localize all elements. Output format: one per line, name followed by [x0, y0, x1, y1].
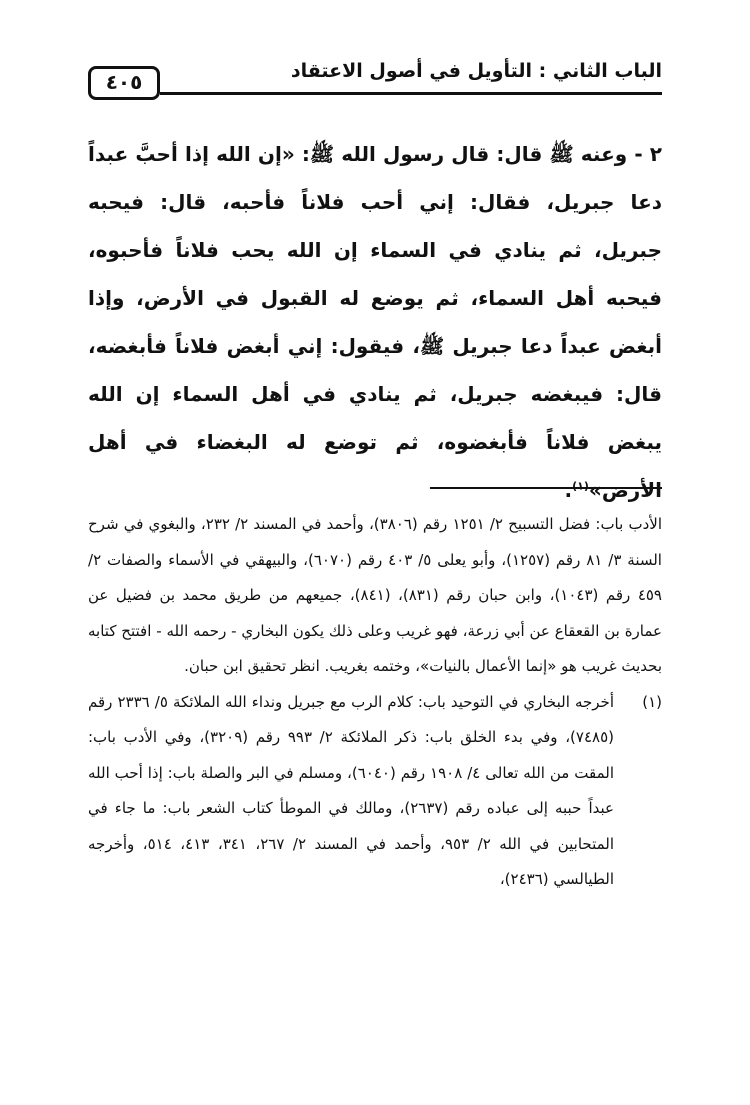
page-number: ٤٠٥ [88, 66, 160, 100]
header-rule [160, 92, 662, 95]
footnotes-section [88, 507, 662, 898]
footnote-separator [430, 487, 662, 489]
hadith-body: ٢ - وعنه ﷺ قال: قال رسول الله ﷺ: «إن الله إذا أحبَّ عبداً دعا جبريل، فقال: إني أحب فلاناً فأحبه، قال: فيحبه جبريل، ثم ينادي في السماء إن الله يحب فلاناً فأحبوه، فيحبه أهل السماء، ثم يوضع له القبول في الأرض، وإذا أبغض عبداً دعا جبريل ﷺ، فيقول: إني أبغض فلاناً فأبغضه، قال: فيبغضه جبريل، ثم ينادي في أهل السماء إن الله يبغض فلاناً فأبغضوه، ثم توضع له البغضاء في أهل الأرض» [88, 142, 662, 502]
running-header [88, 58, 662, 98]
footnote-reference[interactable]: (١) [572, 479, 589, 493]
chapter-title: الباب الثاني : التأويل في أصول الاعتقاد [290, 60, 662, 82]
footnote-entry [88, 685, 662, 898]
hadith-text [88, 130, 662, 514]
footnote-text: أخرجه البخاري في التوحيد باب: كلام الرب مع جبريل ونداء الله الملائكة ٥/ ٢٣٣٦ رقم (٧٤٨٥)، وفي بدء الخلق باب: ذكر الملائكة ٢/ ٩٩٣ رقم (٣٢٠٩)، وفي الأدب باب: المقت من الله تعالى ٤/ ١٩٠٨ رقم (٦٠٤٠)، ومسلم في البر والصلة باب: إذا أحب الله عبداً حببه إلى عباده رقم (٢٦٣٧)، ومالك في الموطأ كتاب الشعر باب: ما جاء في المتحابين في الله ٢/ ٩٥٣، وأحمد في المسند ٢/ ٢٦٧، ٣٤١، ٤١٣، ٥١٤، وأخرجه الطيالسي (٢٤٣٦)، [88, 692, 615, 888]
hadith-end-punct: . [564, 478, 573, 502]
footnote-marker: (١) [642, 692, 662, 711]
footnote-continuation: الأدب باب: فضل التسبيح ٢/ ١٢٥١ رقم (٣٨٠٦)، وأحمد في المسند ٢/ ٢٣٢، والبغوي في شرح السنة ٣/ ٨١ رقم (١٢٥٧)، وأبو يعلى ٥/ ٤٠٣ رقم (٦٠٧٠)، والبيهقي في الأسماء والصفات ٢/ ٤٥٩ رقم (١٠٤٣)، وابن حبان رقم (٨٣١)، (٨٤١)، جميعهم من طريق محمد بن فضيل عن عمارة بن القعقاع عن أبي زرعة، فهو غريب وعلى ذلك يكون البخاري - رحمه الله - افتتح كتابه بحديث غريب هو «إنما الأعمال بالنيات»، وختمه بغريب. انظر تحقيق ابن حبان. [88, 515, 662, 675]
